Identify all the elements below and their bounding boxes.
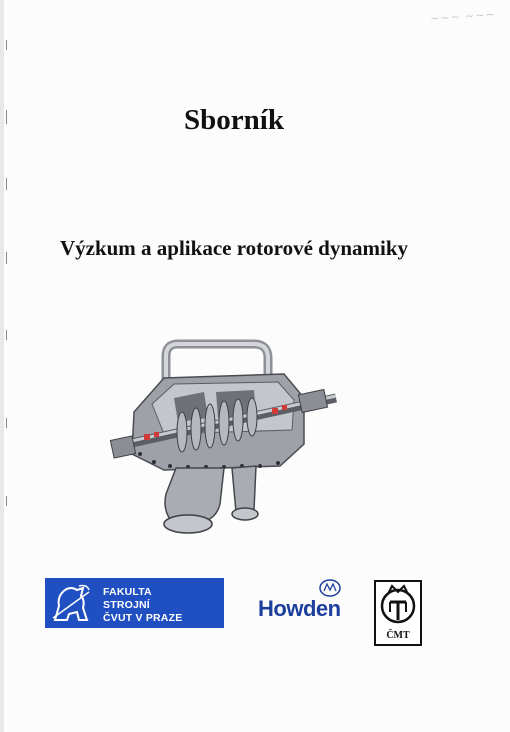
exhaust-nozzle xyxy=(232,466,256,512)
faculty-logo xyxy=(45,578,224,628)
cmt-emblem-icon xyxy=(376,582,420,628)
cmt-logo-text: ČMT xyxy=(386,630,410,641)
howden-logo-text: Howden xyxy=(258,596,341,621)
binding-mark xyxy=(6,40,7,50)
binding-mark xyxy=(6,330,7,340)
lion-emblem-icon xyxy=(49,582,93,624)
steam-turbine-cutaway-icon xyxy=(104,334,344,544)
document-title: Sborník xyxy=(184,104,284,136)
faculty-logo-line: STROJNÍ xyxy=(103,599,150,611)
nozzle-flange xyxy=(232,508,258,520)
cmt-logo xyxy=(374,580,422,646)
howden-badge-icon xyxy=(319,579,341,597)
pencil-note-scribble: ~~~ ~~~ xyxy=(429,7,497,26)
exhaust-flange xyxy=(164,515,212,533)
document-subtitle: Výzkum a aplikace rotorové dynamiky xyxy=(59,236,409,260)
faculty-logo-line: ČVUT V PRAZE xyxy=(103,612,183,624)
binding-mark xyxy=(6,178,7,190)
binding-mark xyxy=(6,418,7,428)
faculty-logo-line: FAKULTA xyxy=(103,586,152,598)
binding-mark xyxy=(6,496,7,506)
bearing-housing xyxy=(110,436,135,458)
bearing-housing xyxy=(298,389,327,412)
